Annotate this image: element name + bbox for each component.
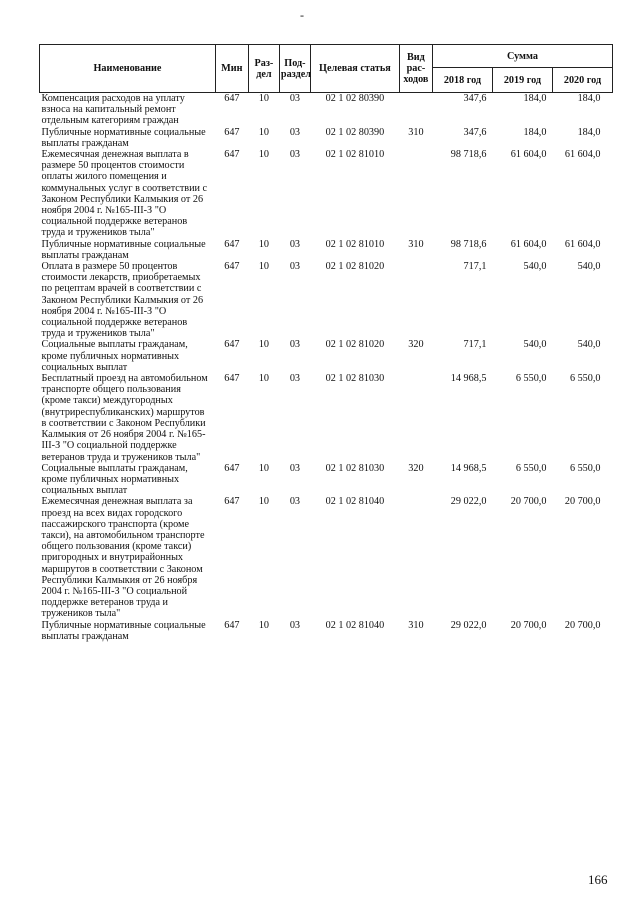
cell-razdel: 10 bbox=[258, 373, 269, 385]
cell-name: Социальные выплаты гражданам, кроме публичных нормативных социальных выплат bbox=[41, 462, 188, 497]
cell-min: 647 bbox=[224, 373, 240, 385]
cell-y2019: 20 700,0 bbox=[510, 496, 547, 508]
cell-name: Бесплатный проезд на автомобильном транспорте общего пользования (кроме такси) междугородных (внутриреспубликанских) маршрутов в соответствии с Законом Республики Калмыкия от 26 ноября 2004 г. №165-III-З "О социальной поддержке ветеранов труда и тружеников тыла" bbox=[41, 373, 208, 463]
cell-vid bbox=[399, 261, 432, 339]
table-row bbox=[40, 239, 613, 261]
cell-y2019: 6 550,0 bbox=[515, 373, 547, 385]
cell-celevaya: 02 1 02 80390 bbox=[325, 93, 385, 104]
cell-name: Ежемесячная денежная выплата за проезд на всех видах городского пассажирского транспорта (кроме такси), на автомобильном транспорте общего пользования (кроме такси) пригородных и внутрирайонных маршрутов в соответствии с Законом Республики Калмыкия от 26 ноября 2004 г. №165-III-З "О социальной поддержке ветеранов труда и тружеников тыла" bbox=[41, 496, 205, 620]
cell-vid: 310 bbox=[408, 126, 424, 138]
table-row bbox=[40, 261, 613, 339]
cell-y2018: 347,6 bbox=[463, 126, 487, 138]
table-row bbox=[40, 339, 613, 373]
cell-name: Публичные нормативные социальные выплаты гражданам bbox=[41, 619, 206, 642]
cell-razdel: 10 bbox=[258, 261, 269, 273]
cell-y2018: 717,1 bbox=[463, 339, 487, 351]
cell-y2019: 20 700,0 bbox=[510, 619, 547, 631]
cell-min: 647 bbox=[224, 93, 240, 104]
header-2019: 2019 год bbox=[492, 68, 552, 93]
cell-min: 647 bbox=[224, 339, 240, 351]
cell-razdel: 10 bbox=[258, 149, 269, 161]
cell-y2018: 717,1 bbox=[463, 261, 487, 273]
cell-razdel: 10 bbox=[258, 462, 269, 474]
cell-razdel: 10 bbox=[258, 339, 269, 351]
cell-min: 647 bbox=[224, 126, 240, 138]
cell-podrazdel: 03 bbox=[289, 462, 301, 474]
cell-y2019: 184,0 bbox=[523, 93, 547, 104]
cell-celevaya: 02 1 02 81010 bbox=[325, 149, 385, 161]
cell-podrazdel: 03 bbox=[289, 126, 301, 138]
cell-y2020: 61 604,0 bbox=[564, 238, 601, 250]
cell-celevaya: 02 1 02 81040 bbox=[325, 619, 385, 631]
cell-celevaya: 02 1 02 80390 bbox=[325, 126, 385, 138]
cell-razdel: 10 bbox=[258, 496, 269, 508]
cell-y2019: 540,0 bbox=[523, 339, 547, 351]
cell-min: 647 bbox=[224, 462, 240, 474]
cell-razdel: 10 bbox=[258, 126, 269, 138]
cell-name: Публичные нормативные социальные выплаты гражданам bbox=[41, 126, 206, 149]
header-vid-rashodov: Вид рас-ходов bbox=[399, 45, 432, 93]
header-razdel: Раз-дел bbox=[248, 45, 279, 93]
cell-y2018: 98 718,6 bbox=[450, 238, 487, 250]
cell-vid: 320 bbox=[408, 339, 424, 351]
cell-vid bbox=[399, 496, 432, 619]
table-row bbox=[40, 463, 613, 497]
table-row bbox=[40, 127, 613, 149]
cell-min: 647 bbox=[224, 496, 240, 508]
cell-y2019: 6 550,0 bbox=[515, 462, 547, 474]
cell-y2018: 347,6 bbox=[463, 93, 487, 104]
cell-vid bbox=[399, 373, 432, 463]
cell-y2020: 20 700,0 bbox=[564, 619, 601, 631]
cell-y2020: 184,0 bbox=[577, 126, 601, 138]
cell-y2020: 61 604,0 bbox=[564, 149, 601, 161]
cell-podrazdel: 03 bbox=[289, 619, 301, 631]
cell-y2018: 14 968,5 bbox=[450, 462, 487, 474]
cell-celevaya: 02 1 02 81030 bbox=[325, 462, 385, 474]
cell-y2018: 29 022,0 bbox=[450, 496, 487, 508]
cell-y2018: 98 718,6 bbox=[450, 149, 487, 161]
cell-razdel: 10 bbox=[258, 93, 269, 104]
header-min: Мин bbox=[215, 45, 248, 93]
cell-y2019: 184,0 bbox=[523, 126, 547, 138]
table-body bbox=[40, 93, 613, 642]
cell-celevaya: 02 1 02 81010 bbox=[325, 238, 385, 250]
cell-min: 647 bbox=[224, 261, 240, 273]
cell-vid bbox=[399, 149, 432, 239]
top-mark: - bbox=[300, 8, 304, 22]
cell-vid: 310 bbox=[408, 238, 424, 250]
cell-y2018: 14 968,5 bbox=[450, 373, 487, 385]
cell-podrazdel: 03 bbox=[289, 496, 301, 508]
cell-y2019: 540,0 bbox=[523, 261, 547, 273]
header-name: Наименование bbox=[40, 45, 216, 93]
budget-table bbox=[39, 44, 613, 642]
cell-podrazdel: 03 bbox=[289, 149, 301, 161]
header-podrazdel: Под-раздел bbox=[279, 45, 310, 93]
cell-podrazdel: 03 bbox=[289, 373, 301, 385]
page-number: 166 bbox=[588, 872, 608, 887]
cell-celevaya: 02 1 02 81020 bbox=[325, 339, 385, 351]
header-summa: Сумма bbox=[432, 45, 612, 68]
header-2018: 2018 год bbox=[432, 68, 492, 93]
header-celevaya-statya: Целевая статья bbox=[310, 45, 399, 93]
cell-name: Публичные нормативные социальные выплаты гражданам bbox=[41, 238, 206, 261]
cell-razdel: 10 bbox=[258, 619, 269, 631]
cell-name: Оплата в размере 50 процентов стоимости лекарств, приобретаемых по рецептам врачей в соответствии с Законом Республики Калмыкия от 26 ноября 2004 г. №165-III-З "О социальной поддержке ветеранов труда и тружеников тыла" bbox=[41, 261, 204, 340]
cell-vid: 310 bbox=[408, 619, 424, 631]
cell-y2020: 540,0 bbox=[577, 339, 601, 351]
cell-vid bbox=[399, 93, 432, 127]
cell-y2020: 6 550,0 bbox=[569, 373, 601, 385]
cell-name: Ежемесячная денежная выплата в размере 50 процентов стоимости оплаты жилого помещения и коммунальных услуг в соответствии с Законом Республики Калмыкия от 26 ноября 2004 г. №165-III-З "О социальной поддержке ветеранов труда и тружеников тыла" bbox=[41, 149, 208, 239]
cell-podrazdel: 03 bbox=[289, 261, 301, 273]
cell-podrazdel: 03 bbox=[289, 339, 301, 351]
cell-celevaya: 02 1 02 81040 bbox=[325, 496, 385, 508]
cell-name: Социальные выплаты гражданам, кроме публичных нормативных социальных выплат bbox=[41, 339, 188, 373]
header-2020: 2020 год bbox=[552, 68, 612, 93]
cell-celevaya: 02 1 02 81030 bbox=[325, 373, 385, 385]
cell-podrazdel: 03 bbox=[289, 93, 301, 104]
cell-y2019: 61 604,0 bbox=[510, 238, 547, 250]
cell-min: 647 bbox=[224, 238, 240, 250]
cell-podrazdel: 03 bbox=[289, 238, 301, 250]
table-row bbox=[40, 149, 613, 239]
table-row bbox=[40, 620, 613, 642]
cell-celevaya: 02 1 02 81020 bbox=[325, 261, 385, 273]
table-header bbox=[40, 45, 613, 93]
cell-name: Компенсация расходов на уплату взноса на капитальный ремонт отдельным категориям граждан bbox=[41, 93, 185, 127]
table-row bbox=[40, 93, 613, 127]
cell-vid: 320 bbox=[408, 462, 424, 474]
cell-y2020: 540,0 bbox=[577, 261, 601, 273]
cell-y2020: 184,0 bbox=[577, 93, 601, 104]
cell-razdel: 10 bbox=[258, 238, 269, 250]
cell-y2020: 20 700,0 bbox=[564, 496, 601, 508]
table-row bbox=[40, 496, 613, 619]
table-row bbox=[40, 373, 613, 463]
cell-y2018: 29 022,0 bbox=[450, 619, 487, 631]
cell-min: 647 bbox=[224, 149, 240, 161]
cell-min: 647 bbox=[224, 619, 240, 631]
cell-y2019: 61 604,0 bbox=[510, 149, 547, 161]
cell-y2020: 6 550,0 bbox=[569, 462, 601, 474]
